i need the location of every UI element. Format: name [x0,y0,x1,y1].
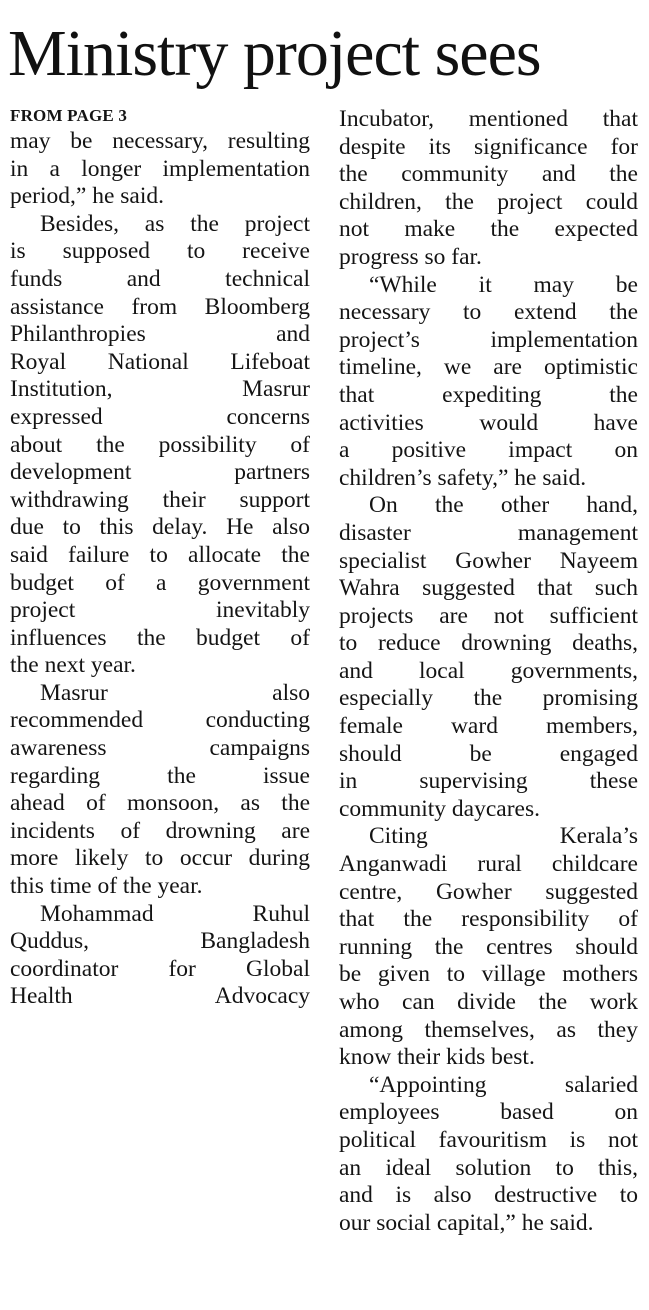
text-line: and local governments, [339,657,638,684]
text-line: ahead of monsoon, as the [10,790,310,817]
text-line: period,” he said. [10,183,165,210]
text-line: among themselves, as they [339,1016,638,1043]
article-headline: Ministry project sees [8,17,541,90]
text-line: an ideal solution to this, [339,1154,638,1181]
text-line: Wahra suggested that such [339,575,638,602]
text-line: coordinator for Global [10,955,310,982]
text-line: specialist Gowher Nayeem [339,547,638,574]
text-line: female ward members, [339,713,638,740]
text-line: Anganwadi rural childcare [339,851,638,878]
text-line: that expediting the [339,381,638,408]
text-line: running the centres should [339,933,638,960]
column-text [10,128,310,1011]
text-line: be given to village mothers [339,961,638,988]
text-line: our social capital,” he said. [339,1209,594,1236]
article-column-right [339,106,638,1237]
text-line: a positive impact on [339,437,638,464]
text-line: Philanthropies and [10,321,310,348]
text-line: activities would have [339,409,638,436]
text-line: children, the project could [339,188,638,215]
text-line: withdrawing their support [10,486,310,513]
text-line: who can divide the work [339,989,638,1015]
text-line: incidents of drowning are [10,817,310,844]
text-line: especially the promising [339,685,638,712]
text-line: timeline, we are optimistic [339,354,638,381]
text-line: “While it may be [369,271,638,298]
text-line: Institution, Masrur [10,376,310,403]
text-line: “Appointing salaried [369,1071,638,1098]
text-line: expressed concerns [10,403,310,430]
text-line: project inevitably [10,597,310,624]
text-line: assistance from Bloomberg [10,293,310,320]
text-line: Health Advocacy [10,983,310,1010]
text-line: Quddus, Bangladesh [10,928,310,955]
text-line: know their kids best. [339,1044,535,1071]
text-line: influences the budget of [10,624,310,651]
column-text [339,106,638,1237]
text-line: the next year. [10,652,136,679]
text-line: development partners [10,459,310,486]
text-line: budget of a government [10,569,310,596]
text-line: centre, Gowher suggested [339,878,638,905]
text-line: and is also destructive to [339,1182,638,1209]
jump-line-label: FROM PAGE 3 [10,106,128,125]
text-line: in a longer implementation [10,155,310,182]
text-line: said failure to allocate the [10,541,310,568]
text-line: the community and the [339,161,638,188]
text-line: in supervising these [339,768,638,795]
text-line: regarding the issue [10,762,310,789]
text-line: not make the expected [339,216,638,243]
text-line: funds and technical [10,265,310,292]
text-line: employees based on [339,1099,638,1126]
text-line: to reduce drowning deaths, [339,630,638,657]
text-line: despite its significance for [339,133,638,160]
text-line: should be engaged [339,740,638,767]
text-line: Incubator, mentioned that [339,106,638,132]
text-line: children’s safety,” he said. [339,464,587,491]
text-line: Mohammad Ruhul [40,900,310,927]
text-line: about the possibility of [10,431,310,458]
text-line: Royal National Lifeboat [10,348,310,375]
text-line: project’s implementation [339,326,638,353]
text-line: awareness campaigns [10,735,310,762]
text-line: Masrur also [40,679,310,706]
text-line: necessary to extend the [339,299,638,326]
text-line: political favouritism is not [339,1126,638,1153]
article-column-left [10,104,310,1011]
text-line: that the responsibility of [339,906,638,933]
text-line: recommended conducting [10,707,310,734]
text-line: is supposed to receive [10,238,310,265]
text-line: progress so far. [339,243,482,270]
text-line: may be necessary, resulting [10,128,310,154]
text-line: projects are not sufficient [339,602,638,629]
text-line: more likely to occur during [10,845,310,872]
text-line: community daycares. [339,795,540,822]
text-line: disaster management [339,519,638,546]
text-line: due to this delay. He also [10,514,310,541]
text-line: On the other hand, [369,492,638,519]
text-line: Citing Kerala’s [369,823,638,850]
text-line: Besides, as the project [40,210,310,237]
text-line: this time of the year. [10,873,203,900]
